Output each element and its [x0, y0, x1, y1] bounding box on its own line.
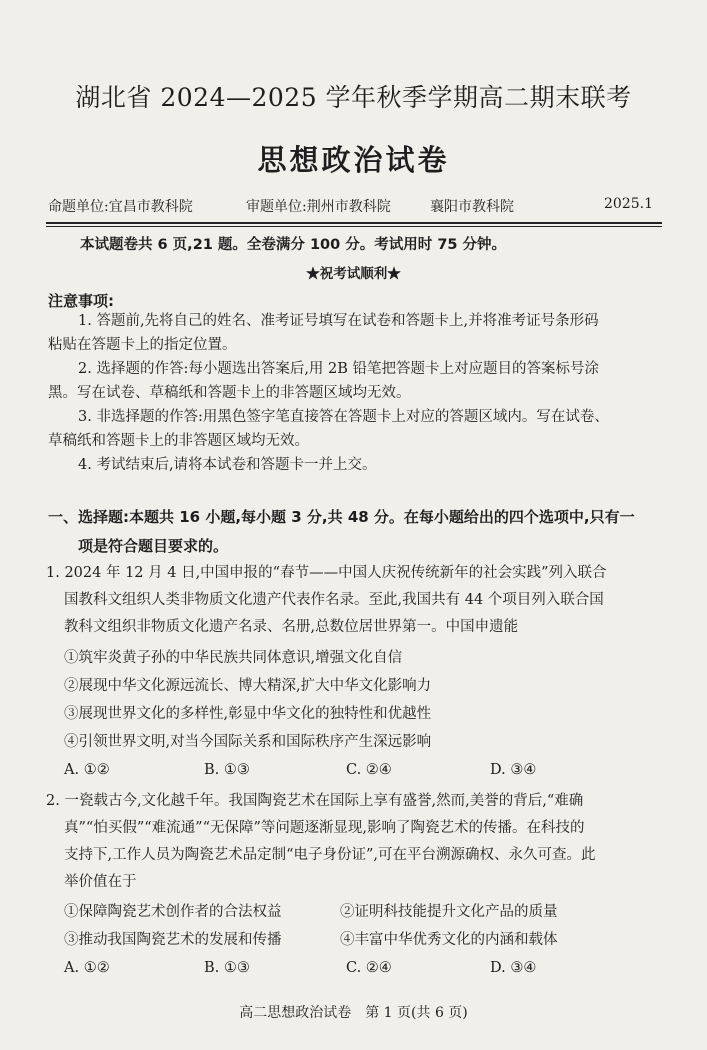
reviewer-unit-2: 襄阳市教科院: [430, 199, 514, 215]
question-1-item: ③展现世界文化的多样性,彰显中华文化的独特性和优越性: [64, 706, 432, 722]
question-2-item: ④丰富中华优秀文化的内涵和载体: [340, 932, 558, 948]
exam-date: 2025.1: [604, 196, 653, 212]
note-line: 草稿纸和答题卡上的非答题区域均无效。: [48, 433, 309, 449]
note-line: 1. 答题前,先将自己的姓名、准考证号填写在试卷和答题卡上,并将准考证号条形码: [78, 313, 599, 329]
unit-line: [48, 196, 660, 216]
question-2-stem: 支持下,工作人员为陶瓷艺术品定制“电子身份证”,可在平台溯源确权、永久可查。此: [64, 847, 596, 863]
exam-info: 本试题卷共 6 页,21 题。全卷满分 100 分。考试用时 75 分钟。: [80, 237, 507, 253]
page-footer: 高二思想政治试卷 第 1 页(共 6 页): [239, 1005, 468, 1021]
question-2-option-a: A. ①②: [64, 960, 110, 976]
question-2-option-c: C. ②④: [346, 960, 392, 976]
question-1-item: ②展现中华文化源远流长、博大精深,扩大中华文化影响力: [64, 678, 432, 694]
good-luck-banner: ★祝考试顺利★: [306, 266, 401, 282]
question-1-item: ④引领世界文明,对当今国际关系和国际秩序产生深远影响: [64, 734, 432, 750]
note-line: 黑。写在试卷、草稿纸和答题卡上的非答题区域均无效。: [48, 385, 411, 401]
note-line: 粘贴在答题卡上的指定位置。: [48, 337, 237, 353]
setter-unit: 命题单位:宜昌市教科院: [48, 199, 193, 215]
question-1-option-b: B. ①③: [204, 762, 250, 778]
question-1-option-d: D. ③④: [490, 762, 537, 778]
question-2-option-d: D. ③④: [490, 960, 537, 976]
subject-title: 思想政治试卷: [257, 143, 450, 177]
question-2-item: ③推动我国陶瓷艺术的发展和传播: [64, 932, 282, 948]
question-1-option-a: A. ①②: [64, 762, 110, 778]
exam-title: 湖北省 2024—2025 学年秋季学期高二期末联考: [75, 83, 632, 112]
question-2-option-b: B. ①③: [204, 960, 250, 976]
question-2-stem: 举价值在于: [64, 874, 137, 890]
question-2-stem: 真”“怕买假”“难流通”“无保障”等问题逐渐显现,影响了陶瓷艺术的传播。在科技的: [64, 820, 585, 836]
question-1-stem: 国教科文组织人类非物质文化遗产代表作名录。至此,我国共有 44 个项目列入联合国: [64, 592, 604, 608]
section-heading-cont: 项是符合题目要求的。: [78, 537, 229, 555]
section-heading: 一、选择题:本题共 16 小题,每小题 3 分,共 48 分。在每小题给出的四个选项中,只有一: [48, 508, 635, 526]
reviewer-unit-1: 审题单位:荆州市教科院: [246, 199, 391, 215]
question-1-item: ①筑牢炎黄子孙的中华民族共同体意识,增强文化自信: [64, 650, 403, 666]
notes-title: 注意事项:: [48, 292, 114, 310]
question-1-option-c: C. ②④: [346, 762, 392, 778]
note-line: 3. 非选择题的作答:用黑色签字笔直接答在答题卡上对应的答题区域内。写在试卷、: [78, 409, 609, 425]
question-2-item: ②证明科技能提升文化产品的质量: [340, 904, 558, 920]
note-line: 4. 考试结束后,请将本试卷和答题卡一并上交。: [78, 457, 377, 473]
question-2-stem: 2. 一瓷载古今,文化越千年。我国陶瓷艺术在国际上享有盛誉,然而,美誉的背后,“难确: [46, 793, 584, 809]
header-divider: [46, 222, 662, 224]
question-1-stem: 教科文组织非物质文化遗产名录、名册,总数位居世界第一。中国申遗能: [64, 619, 519, 635]
question-2-item: ①保障陶瓷艺术创作者的合法权益: [64, 904, 282, 920]
question-1-stem: 1. 2024 年 12 月 4 日,中国申报的“春节——中国人庆祝传统新年的社会实践”列入联合: [46, 565, 607, 581]
header-divider-thin: [46, 226, 662, 227]
note-line: 2. 选择题的作答:每小题选出答案后,用 2B 铅笔把答题卡上对应题目的答案标号涂: [78, 361, 600, 377]
